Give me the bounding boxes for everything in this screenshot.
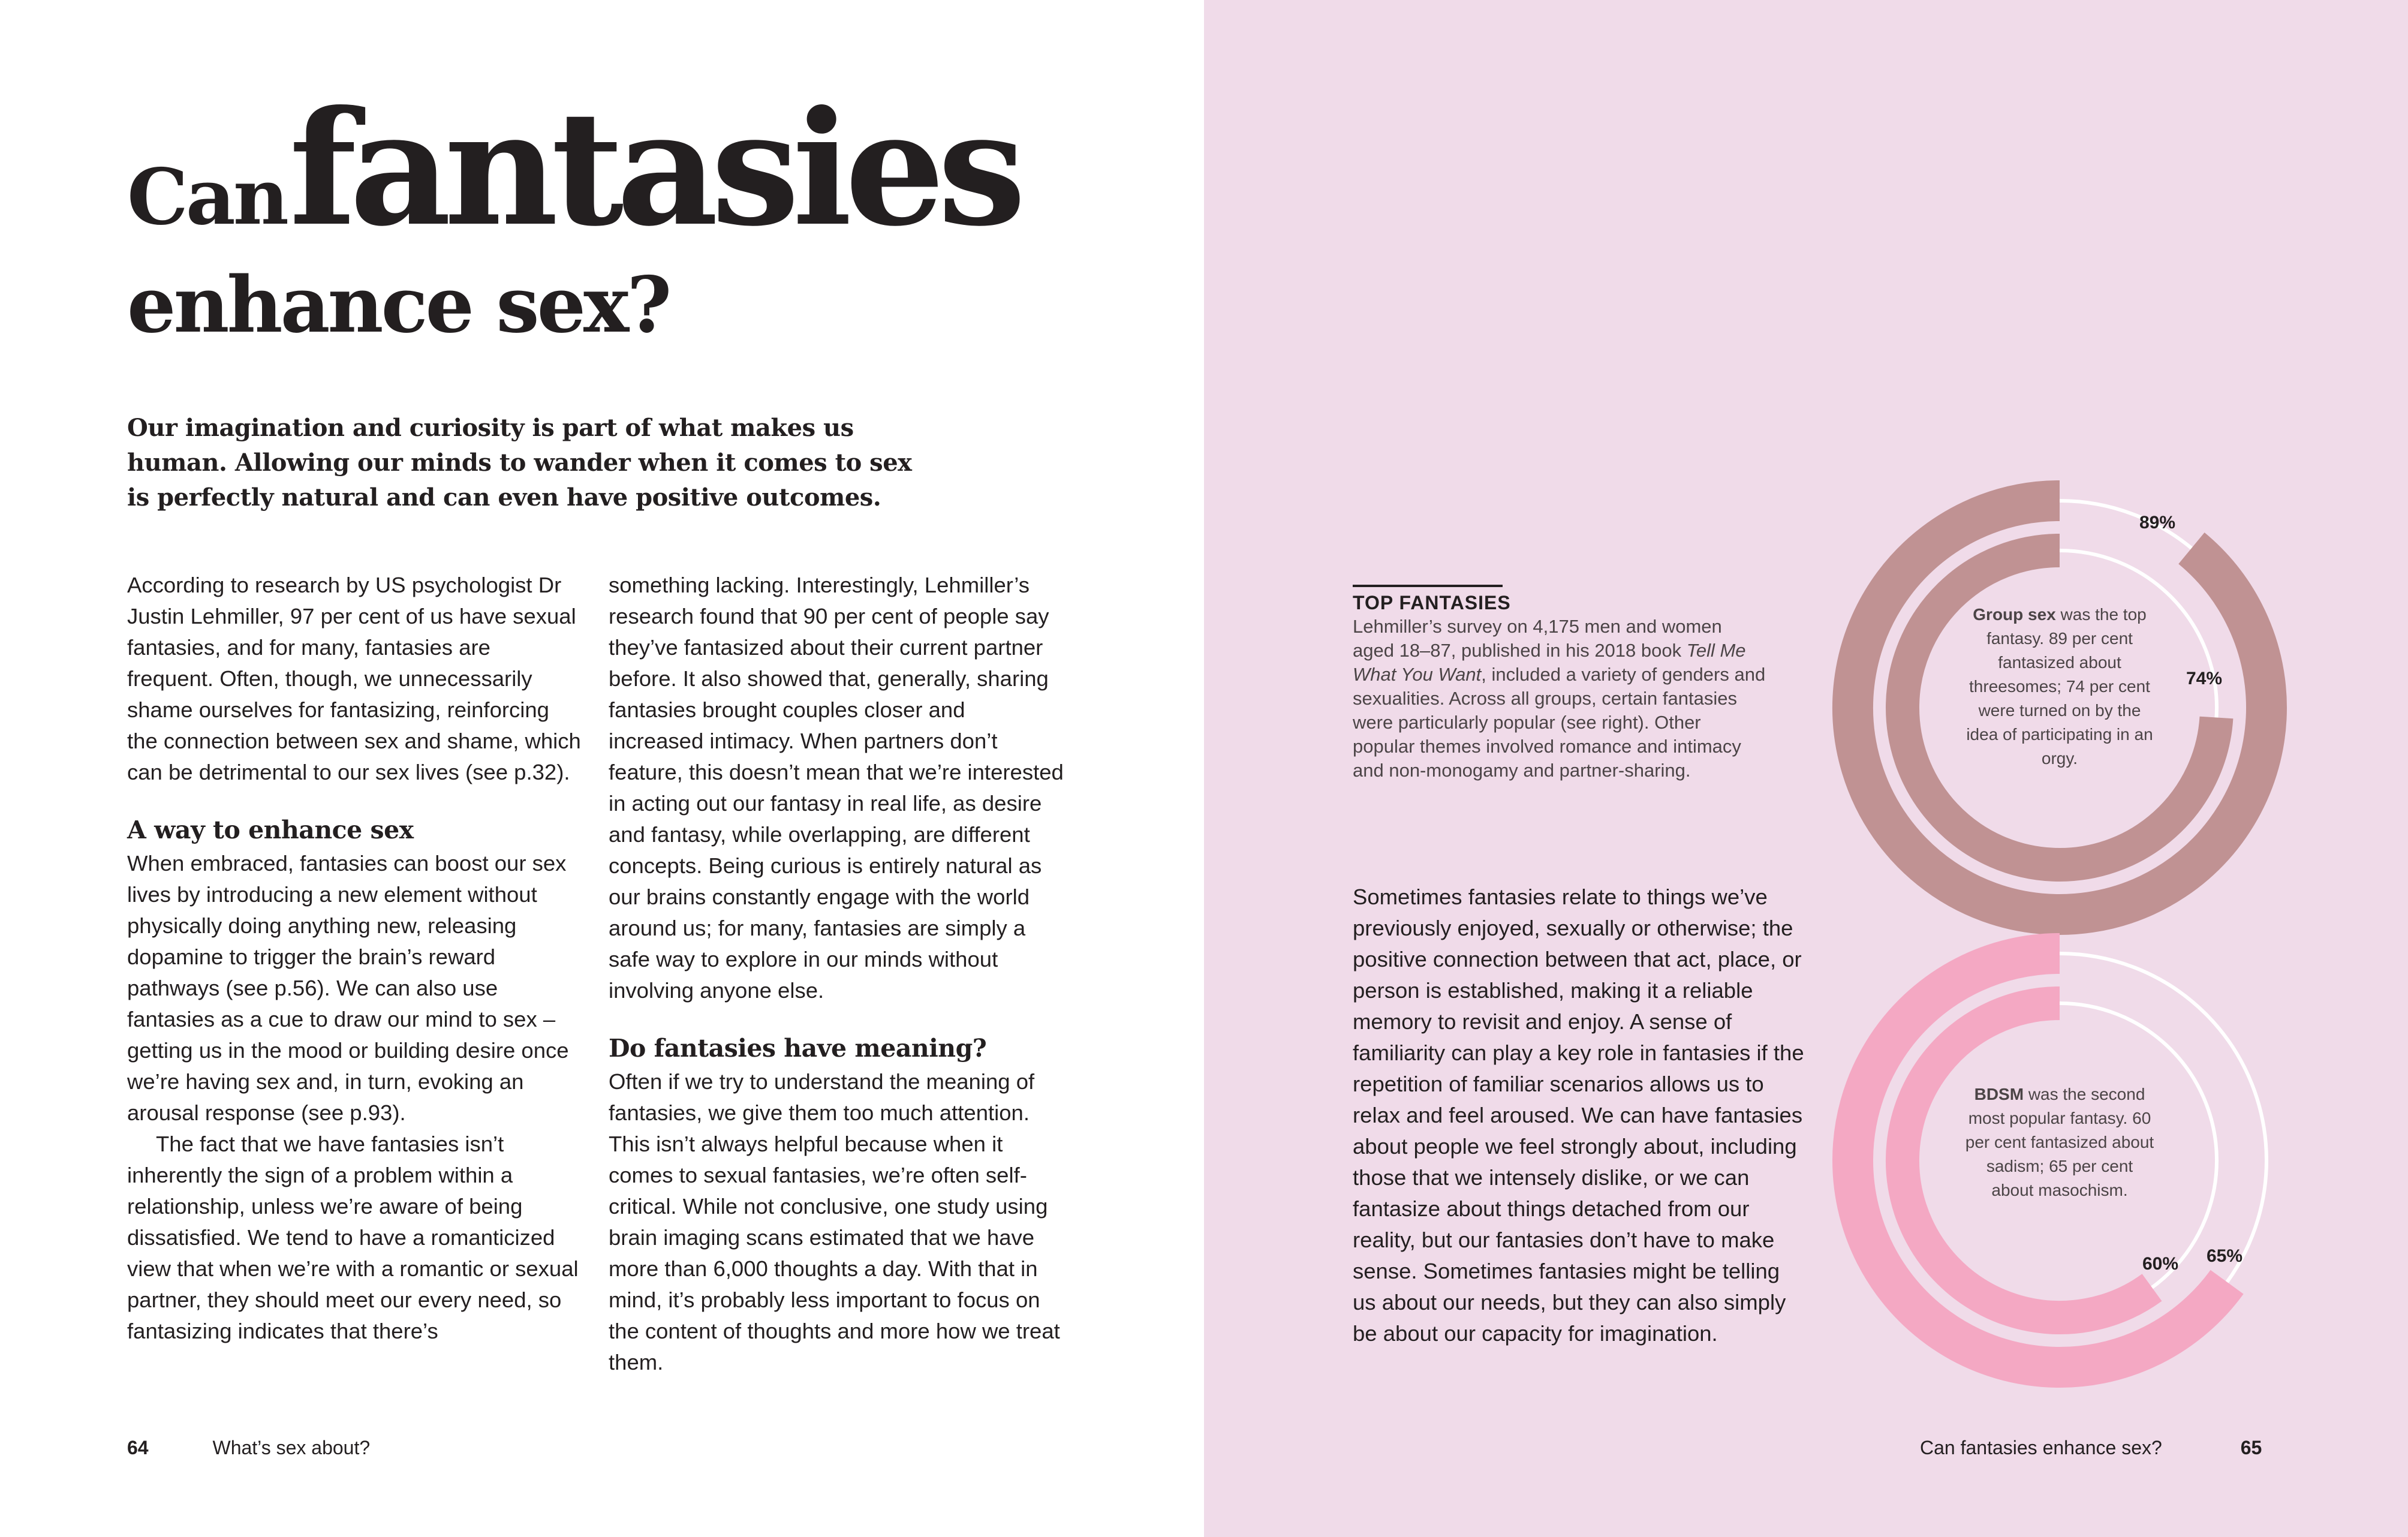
sidebar-heading: TOP FANTASIES xyxy=(1353,592,1511,613)
sidebar-top-fantasies xyxy=(1353,591,1766,783)
subheading: Do fantasies have meaning? xyxy=(609,1034,987,1063)
sidebar-rule xyxy=(1353,585,1503,587)
paragraph: Sometimes fantasies relate to things we’ve previously enjoyed, sexually or otherwise; the positive connection between that act, place, or person is established, making it a reliable memory to revisit and enjoy. A sense of familiarity can play a key role in fantasies if the repetition of familiar scenarios allows us to relax and feel aroused. We can have fantasies about people we feel strongly about, including those that we intensely dislike, or we can fantasize about things detached from our reality, but our fantasies don’t have to make sense. Sometimes fantasies might be telling us about our needs, but they can also simply be about our capacity for imagination. xyxy=(1353,885,1804,1346)
group-sex-ring-chart xyxy=(1832,480,2287,936)
outer-ring-label: 89% xyxy=(2139,513,2176,533)
book-title: Tell Me What You Want xyxy=(1353,640,1746,685)
left-folio xyxy=(127,1434,370,1461)
bdsm-ring-chart xyxy=(1832,933,2287,1388)
paragraph: When embraced, fantasies can boost our sex lives by introducing a new element without physically doing anything new, releasing dopamine to trigger the brain’s reward pathways (see p.56). We can also use fantasies as a cue to draw our mind to sex – getting us in the mood or building desire once we’re having sex and, in turn, evoking an arousal response (see p.93). xyxy=(127,851,569,1125)
paragraph: Often if we try to understand the meaning of fantasies, we give them too much attention. This isn’t always helpful because when it comes to sexual fantasies, we’re often self-critical. While not conclusive, one study using brain imaging scans estimated that we have more than 6,000 thoughts a day. With that in mind, it’s probably less important to focus on the content of thoughts and more how we treat them. xyxy=(609,1069,1060,1374)
sidebar-text-part: , included a variety of genders and sexualities. Across all groups, certain fantasies were particularly popular (see right). Other popular themes involved romance and intimacy and non-monogamy and partner-sharing. xyxy=(1353,664,1766,781)
running-head: What’s sex about? xyxy=(212,1437,371,1458)
outer-ring-label: 65% xyxy=(2207,1246,2243,1266)
inner-ring-label: 60% xyxy=(2142,1254,2179,1274)
body-column-1 xyxy=(127,570,583,1347)
caption-bold: BDSM xyxy=(1974,1085,2024,1103)
page-number: 64 xyxy=(127,1437,149,1458)
paragraph: The fact that we have fantasies isn’t inherently the sign of a problem within a relationship, unless we’re aware of being dissatisfied. We tend to have a romanticized view that when we’re with a romantic or sexual partner, they should meet our every need, so fantasizing indicates that there’s xyxy=(127,1132,579,1343)
page-number: 65 xyxy=(2240,1437,2262,1458)
page-title-line2: enhance sex? xyxy=(127,260,670,350)
right-folio xyxy=(1920,1434,2262,1461)
title-word-can: Can xyxy=(127,152,287,242)
chart-caption xyxy=(1964,603,2156,771)
caption-text: was the top fantasy. 89 per cent fantasized about threesomes; 74 per cent were turned on by the idea of participating in an orgy. xyxy=(1966,605,2153,768)
body-column-3 xyxy=(1353,882,1808,1349)
page-title-line1 xyxy=(127,76,1019,261)
caption-bold: Group sex xyxy=(1973,605,2056,624)
standfirst: Our imagination and curiosity is part of what makes us human. Allowing our minds to wander when it comes to sex is perfectly natural and can even have positive outcomes. xyxy=(127,414,912,512)
chart-caption xyxy=(1964,1082,2156,1202)
running-head: Can fantasies enhance sex? xyxy=(1920,1437,2162,1458)
subheading: A way to enhance sex xyxy=(127,816,414,844)
body-column-2 xyxy=(609,570,1064,1378)
title-word-fantasies: fantasies xyxy=(289,76,1019,261)
caption-text: was the second most popular fantasy. 60 per cent fantasized about sadism; 65 per cent about masochism. xyxy=(1965,1085,2154,1199)
sidebar-text-part: Lehmiller’s survey on 4,175 men and women aged 18–87, published in his 2018 book xyxy=(1353,616,1722,661)
sidebar-text xyxy=(1353,615,1766,783)
paragraph: According to research by US psychologist Dr Justin Lehmiller, 97 per cent of us have sexual fantasies, and for many, fantasies are frequent. Often, though, we unnecessarily shame ourselves for fantasizing, reinforcing the connection between sex and shame, which can be detrimental to our sex lives (see p.32). xyxy=(127,573,581,784)
paragraph: something lacking. Interestingly, Lehmiller’s research found that 90 per cent of people say they’ve fantasized about their current partner before. It also showed that, generally, sharing fantasies brought couples closer and increased intimacy. When partners don’t feature, this doesn’t mean that we’re interested in acting out our fantasy in real life, as desire and fantasy, while overlapping, are different concepts. Being curious is entirely natural as our brains constantly engage with the world around us; for many, fantasies are simply a safe way to explore in our minds without involving anyone else. xyxy=(609,573,1064,1003)
inner-ring-label: 74% xyxy=(2186,669,2223,688)
